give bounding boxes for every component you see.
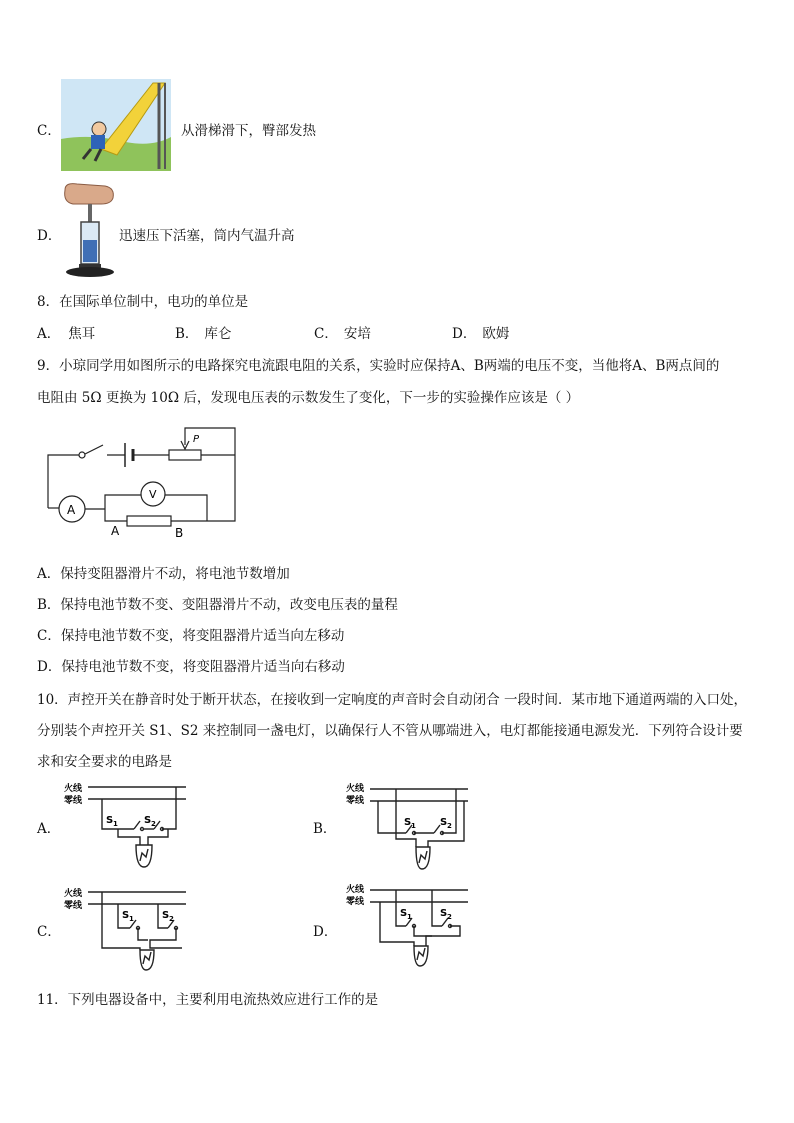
q7-option-c-text: 从滑梯滑下，臀部发热 (181, 123, 316, 139)
q10-option-b-label: B． (313, 821, 337, 837)
q9-stem-line1: 9．小琼同学用如图所示的电路探究电流跟电阻的关系，实验时应保持A、B两端的电压不变，当他将A、B两点间的 (37, 358, 720, 374)
q10-circuit-b (344, 779, 474, 874)
q10-option-c-label: C． (37, 924, 61, 940)
q11-stem: 11．下列电器设备中，主要利用电流热效应进行工作的是 (37, 992, 379, 1008)
svg-text:1: 1 (113, 820, 118, 828)
svg-text:1: 1 (129, 915, 134, 923)
svg-text:1: 1 (411, 822, 416, 830)
svg-text:S: S (144, 815, 152, 826)
q10-stem-line1: 10．声控开关在静音时处于断开状态，在接收到一定响度的声音时会自动闭合 一段时间．某市地下通道两端的入口处， (37, 692, 747, 708)
label-v: V (149, 488, 157, 501)
q10-option-a-label: A． (37, 821, 61, 837)
q9-circuit-diagram (45, 425, 240, 540)
label-point-a: A (111, 524, 120, 538)
svg-text:S: S (404, 817, 412, 828)
q8-stem: 8．在国际单位制中，电功的单位是 (37, 294, 249, 310)
svg-text:火线: 火线 (346, 784, 365, 794)
svg-text:零线: 零线 (64, 901, 83, 911)
q9-option-d: D．保持电池节数不变，将变阻器滑片适当向右移动 (37, 659, 345, 675)
label-ammeter: A (67, 503, 76, 517)
label-p: P (193, 434, 200, 445)
q7-option-c-label: C． (37, 123, 61, 139)
svg-text:S: S (400, 908, 408, 919)
q8-option-d: D． 欧姆 (452, 326, 510, 342)
q7-option-d-label: D． (37, 228, 62, 244)
svg-text:零线: 零线 (346, 796, 365, 806)
slide-image (61, 79, 171, 171)
q10-option-d-label: D． (313, 924, 338, 940)
svg-text:火线: 火线 (64, 784, 83, 794)
svg-text:火线: 火线 (64, 889, 83, 899)
q8-option-b: B． 库仑 (175, 326, 232, 342)
q8-option-c: C． 安培 (314, 326, 371, 342)
svg-text:火线: 火线 (346, 885, 365, 895)
svg-text:2: 2 (151, 820, 156, 828)
svg-text:零线: 零线 (64, 796, 83, 806)
svg-text:2: 2 (169, 915, 174, 923)
q7-option-d-text: 迅速压下活塞，筒内气温升高 (119, 228, 295, 244)
svg-text:零线: 零线 (346, 897, 365, 907)
q9-option-b: B．保持电池节数不变、变阻器滑片不动，改变电压表的量程 (37, 597, 398, 613)
svg-text:1: 1 (407, 913, 412, 921)
q10-circuit-d (344, 880, 474, 972)
q9-stem-line2: 电阻由 5Ω 更换为 10Ω 后，发现电压表的示数发生了变化，下一步的实验操作应该是（ ） (37, 390, 580, 406)
svg-text:S: S (440, 908, 448, 919)
svg-text:S: S (162, 910, 170, 921)
svg-text:2: 2 (447, 822, 452, 830)
svg-text:S: S (106, 815, 114, 826)
q9-option-c: C．保持电池节数不变，将变阻器滑片适当向左移动 (37, 628, 345, 644)
svg-text:S: S (122, 910, 130, 921)
svg-text:2: 2 (447, 913, 452, 921)
q10-stem-line3: 求和安全要求的电路是 (37, 754, 172, 770)
q10-stem-line2: 分别装个声控开关 S1、S2 来控制同一盏电灯，以确保行人不管从哪端进入，电灯都能接通电源发光．下列符合设计要 (37, 723, 743, 739)
q8-option-a: A． 焦耳 (37, 326, 96, 342)
q9-option-a: A．保持变阻器滑片不动，将电池节数增加 (37, 566, 290, 582)
pump-image (61, 182, 117, 280)
q10-circuit-c (62, 884, 192, 976)
svg-text:S: S (440, 817, 448, 828)
label-point-b: B (175, 526, 184, 540)
q10-circuit-a (62, 779, 192, 874)
